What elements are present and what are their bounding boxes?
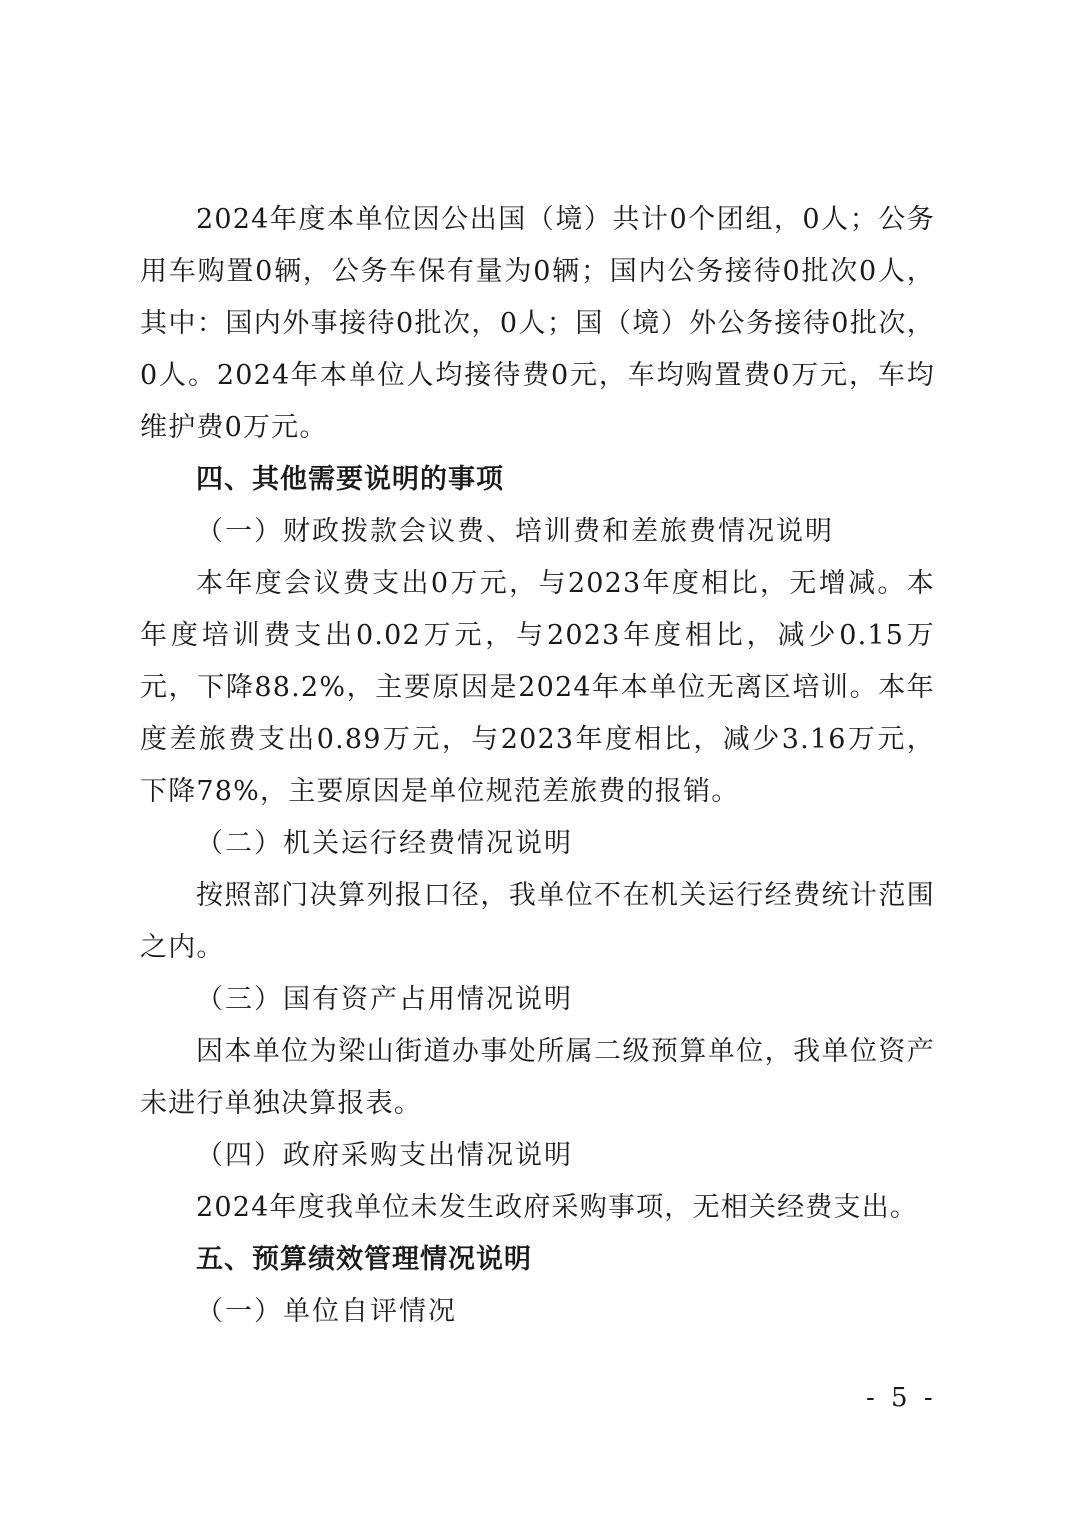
paragraph-state-assets: 因本单位为梁山街道办事处所属二级预算单位，我单位资产未进行单独决算报表。 <box>140 1036 935 1119</box>
page-number: - 5 - <box>866 1383 937 1413</box>
paragraph-operating-expenses: 按照部门决算列报口径，我单位不在机关运行经费统计范围之内。 <box>140 880 935 963</box>
section-heading-performance-management: 五、预算绩效管理情况说明 <box>196 1244 532 1275</box>
paragraph-overseas-vehicle-reception: 2024年度本单位因公出国（境）共计0个团组，0人；公务用车购置0辆，公务车保有量为0辆；国内公务接待0批次0人，其中：国内外事接待0批次，0人；国（境）外公务接待0批次，0人。2024年本单位人均接待费0元，车均购置费0万元，车均维护费0万元。 <box>140 204 935 443</box>
paragraph-meeting-training-travel: 本年度会议费支出0万元，与2023年度相比，无增减。本年度培训费支出0.02万元，与2023年度相比，减少0.15万元，下降88.2%，主要原因是2024年本单位无离区培训。本年度差旅费支出0.89万元，与2023年度相比，减少3.16万元，下降78%，主要原因是单位规范差旅费的报销。 <box>140 568 935 807</box>
paragraph-government-procurement: 2024年度我单位未发生政府采购事项，无相关经费支出。 <box>196 1192 919 1223</box>
subheading-operating-expenses: （二）机关运行经费情况说明 <box>196 828 573 859</box>
subheading-meeting-training-travel: （一）财政拨款会议费、培训费和差旅费情况说明 <box>196 516 834 547</box>
subheading-government-procurement: （四）政府采购支出情况说明 <box>196 1140 573 1171</box>
subheading-self-evaluation: （一）单位自评情况 <box>196 1296 457 1327</box>
section-heading-other-matters: 四、其他需要说明的事项 <box>196 464 504 495</box>
subheading-state-assets: （三）国有资产占用情况说明 <box>196 984 573 1015</box>
